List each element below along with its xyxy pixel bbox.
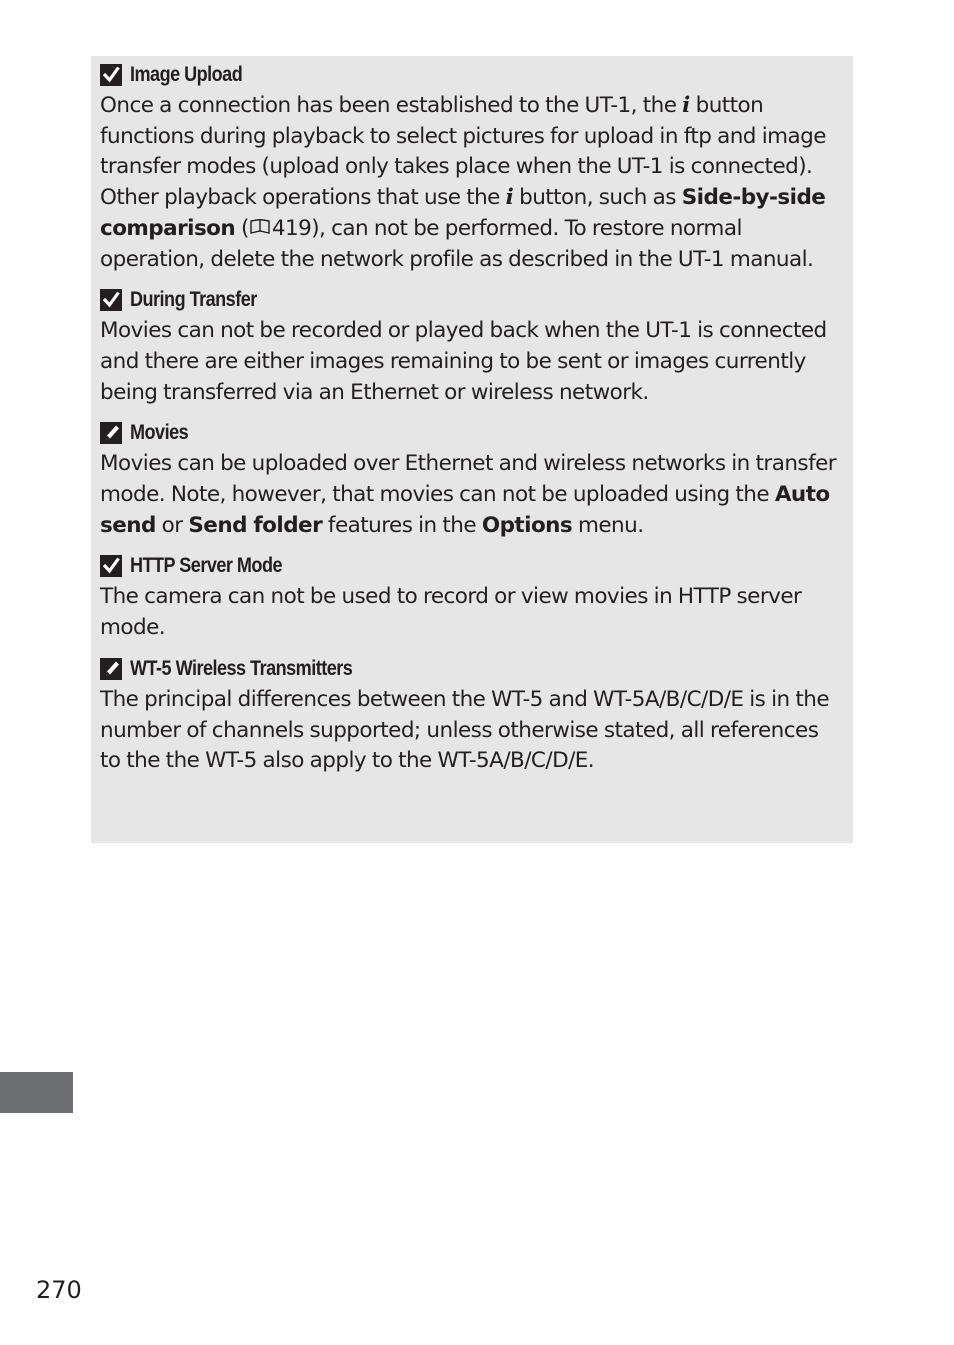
note-header bbox=[100, 653, 843, 685]
check-mark-icon bbox=[100, 555, 122, 577]
notes-box bbox=[91, 56, 853, 843]
menu-item-reference: Send folder bbox=[188, 512, 323, 538]
menu-item-reference: Side-by-side comparison bbox=[100, 185, 826, 241]
note-body: Movies can not be recorded or played back when the UT-1 is connected and there are either images remaining to be sent or images currently being transferred via an Ethernet or wireless network. bbox=[100, 318, 827, 405]
note-body: The camera can not be used to record or view movies in HTTP server mode. bbox=[100, 584, 802, 641]
body-text: or bbox=[155, 512, 189, 538]
page-number: 270 bbox=[36, 1276, 82, 1304]
note-title: Image Upload bbox=[130, 63, 243, 86]
body-text: menu. bbox=[572, 512, 644, 538]
body-text: ( bbox=[240, 215, 249, 241]
note-header bbox=[100, 59, 843, 91]
menu-item-reference: Auto send bbox=[100, 482, 830, 538]
pencil-note-icon bbox=[100, 422, 122, 444]
note-body bbox=[100, 449, 843, 541]
check-mark-icon bbox=[100, 64, 122, 86]
note-title: HTTP Server Mode bbox=[130, 554, 282, 578]
note-movies bbox=[100, 417, 843, 541]
note-during-transfer bbox=[100, 284, 843, 408]
pencil-note-icon bbox=[100, 658, 122, 680]
i-button-glyph: i bbox=[682, 93, 690, 118]
note-title: During Transfer bbox=[130, 288, 257, 312]
note-body: The principal differences between the WT-5 and WT-5A/B/C/D/E is in the number of channels supported; unless otherwise stated, all references to the the WT-5 also apply to the WT-5A/B/C/D/E. bbox=[100, 686, 830, 774]
book-reference-icon bbox=[250, 219, 270, 235]
menu-item-reference: Options bbox=[481, 512, 573, 538]
note-body bbox=[100, 91, 843, 275]
body-text: button functions during playback to select pictures for upload in ftp and image transfer modes (upload only takes place when the UT-1 is connected). Other playback operations that use the bbox=[100, 93, 826, 211]
body-text: Movies can be uploaded over Ethernet and wireless networks in transfer mode. Note, however, that movies can not be uploaded using the bbox=[100, 451, 837, 508]
note-wt5-wireless-transmitters bbox=[100, 653, 843, 777]
check-mark-icon bbox=[100, 289, 122, 311]
body-text: button, such as bbox=[519, 185, 676, 211]
note-header bbox=[100, 550, 843, 582]
note-http-server-mode bbox=[100, 550, 843, 643]
section-side-tab bbox=[0, 1072, 73, 1113]
body-text: 419), can not be performed. To restore normal operation, delete the network profile as described in the UT-1 manual. bbox=[100, 215, 814, 272]
note-title: Movies bbox=[130, 421, 189, 445]
body-text: Once a connection has been established to the UT-1, the bbox=[100, 93, 677, 118]
i-button-glyph: i bbox=[505, 185, 514, 211]
body-text: features in the bbox=[322, 512, 482, 538]
note-header bbox=[100, 417, 843, 449]
note-header bbox=[100, 284, 843, 316]
note-image-upload bbox=[100, 59, 843, 275]
note-title: WT-5 Wireless Transmitters bbox=[130, 656, 353, 680]
